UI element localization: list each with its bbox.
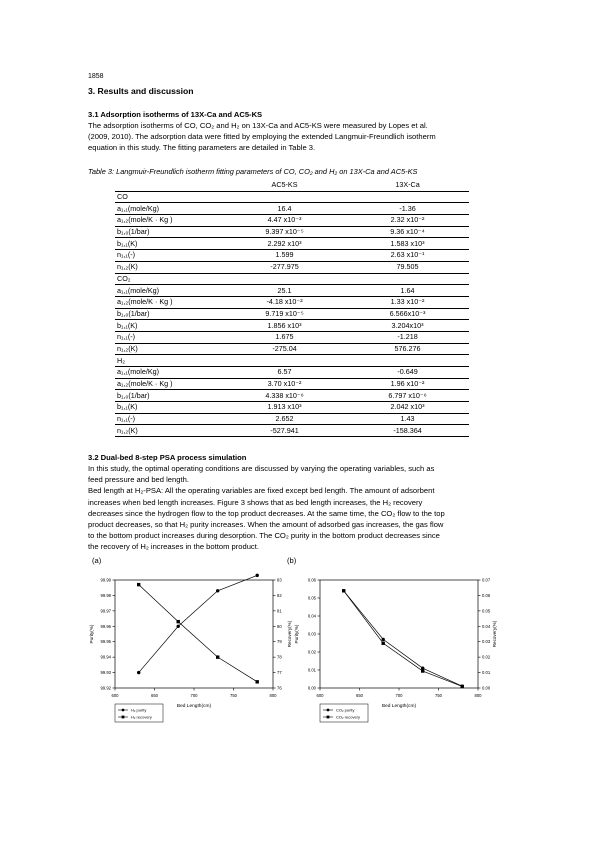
paragraph-line: product decreases, so that H₂ purity increases. When the amount of adsorbed gas increases, the gas flow	[88, 520, 444, 530]
table-cell-parameter: b₁,₀(1/bar)	[115, 226, 223, 238]
y-left-axis-label: Purity(%)	[294, 624, 299, 644]
data-point	[137, 671, 140, 674]
table-cell-13xca: -158.364	[346, 425, 469, 437]
table-row	[115, 343, 469, 355]
paragraph-line: decreases since the hydrogen flow to the top product decreases. At the same time, the CO₂ flow to the top	[88, 508, 445, 518]
table-caption: Table 3: Langmuir-Freundlich isotherm fitting parameters of CO, CO₂ and H₂ on 13X-Ca and AC5-KS	[88, 167, 418, 176]
paragraph-line: The adsorption isotherms of CO, CO₂ and H₂ on 13X-Ca and AC5-KS were measured by Lopes et al.	[88, 121, 428, 130]
data-point	[177, 625, 180, 628]
panel-label-b: (b)	[287, 556, 297, 565]
x-tick-label: 750	[435, 693, 442, 698]
y-left-tick-label: 99.96	[100, 623, 111, 629]
y-right-tick-label: 0.04	[482, 623, 491, 629]
table-row	[115, 367, 469, 379]
y-right-axis-label: Recovery(%)	[492, 620, 497, 648]
table-header-ac5ks: AC5-KS	[223, 180, 346, 191]
y-left-tick-label: 0.04	[307, 613, 316, 619]
table-cell-13xca: -1.36	[346, 203, 469, 215]
table-cell-13xca: 1.96 x10⁻²	[346, 378, 469, 390]
y-left-tick-label: 0.00	[307, 685, 316, 691]
data-point	[256, 574, 259, 577]
y-right-tick-label: 0.00	[482, 685, 491, 691]
table-row	[115, 308, 469, 320]
table-cell-13xca: 9.36 x10⁻⁴	[346, 226, 469, 238]
table-row	[115, 378, 469, 390]
y-left-tick-label: 0.06	[307, 577, 316, 583]
series-line	[344, 591, 463, 687]
y-right-tick-label: 81	[277, 608, 282, 614]
table-cell-parameter: n₁,₁(-)	[115, 413, 223, 425]
table-group-row	[115, 191, 469, 203]
paragraph-line: equation in this study. The fitting parameters are detailed in Table 3.	[88, 143, 316, 153]
series-line	[139, 585, 258, 682]
psa-paragraph	[88, 463, 512, 553]
table-cell-ac5ks: 1.675	[223, 331, 346, 343]
table-cell-parameter: n₁,₂(K)	[115, 343, 223, 355]
table-row	[115, 215, 469, 227]
y-right-tick-label: 0.05	[482, 608, 491, 614]
table-cell-ac5ks: 4.47 x10⁻³	[223, 215, 346, 227]
data-point	[382, 642, 385, 645]
y-left-tick-label: 99.99	[100, 577, 111, 583]
y-left-tick-label: 99.98	[100, 592, 111, 598]
chart-h2-purity-recovery	[85, 570, 300, 755]
legend-marker	[122, 716, 125, 719]
table-cell-parameter: a₁,₁(mole/Kg)	[115, 203, 223, 215]
table-row	[115, 250, 469, 262]
table-cell-ac5ks: 2.652	[223, 413, 346, 425]
x-tick-label: 600	[316, 693, 324, 698]
table-group-name: CO₂	[115, 273, 223, 285]
x-tick-label: 600	[111, 693, 119, 698]
data-point	[216, 655, 219, 658]
table-row	[115, 425, 469, 437]
table-row	[115, 320, 469, 332]
table-group-name: H₂	[115, 355, 223, 367]
table-cell-ac5ks: 2.292 x10³	[223, 238, 346, 250]
table-cell-13xca: 1.64	[346, 285, 469, 297]
isotherms-paragraph	[88, 120, 512, 154]
table-cell-13xca: 6.797 x10⁻⁶	[346, 390, 469, 402]
table-row	[115, 285, 469, 297]
y-left-tick-label: 0.02	[307, 649, 316, 655]
panel-label-a: (a)	[92, 556, 102, 565]
table-cell-13xca: 79.505	[346, 261, 469, 273]
data-point	[342, 589, 345, 592]
paragraph-line: feed pressure and bed length.	[88, 475, 189, 485]
y-left-tick-label: 0.05	[307, 595, 316, 601]
y-right-tick-label: 82	[277, 592, 282, 598]
table-cell-ac5ks: -527.941	[223, 425, 346, 437]
y-right-axis-label: Recovery(%)	[287, 620, 292, 648]
table-cell-13xca: 1.33 x10⁻²	[346, 296, 469, 308]
paragraph-line: Bed length at H₂-PSA: All the operating variables are fixed except bed length. The amount of adsorbent	[88, 486, 435, 496]
y-left-tick-label: 99.94	[100, 654, 111, 660]
y-right-tick-label: 0.01	[482, 670, 491, 676]
y-right-tick-label: 0.06	[482, 592, 491, 598]
table-cell-13xca: 2.042 x10³	[346, 402, 469, 414]
y-left-tick-label: 0.01	[307, 667, 316, 673]
table-cell-parameter: a₁,₁(mole/Kg)	[115, 367, 223, 379]
table-group-name: CO	[115, 191, 223, 203]
y-right-tick-label: 78	[277, 654, 282, 660]
legend-label: H₂ recovery	[131, 714, 152, 720]
table-cell-ac5ks: -4.18 x10⁻²	[223, 296, 346, 308]
table-row	[115, 203, 469, 215]
y-left-tick-label: 0.03	[307, 631, 316, 637]
table-cell-ac5ks: 1.856 x10³	[223, 320, 346, 332]
table-cell-ac5ks: 1.599	[223, 250, 346, 262]
table-group-row	[115, 355, 469, 367]
x-tick-label: 750	[230, 693, 237, 698]
table-row	[115, 261, 469, 273]
plot-frame	[320, 580, 478, 688]
series-line	[139, 575, 258, 672]
table-cell-13xca: -0.649	[346, 367, 469, 379]
table-cell-13xca: 2.32 x10⁻²	[346, 215, 469, 227]
table-cell-parameter: a₁,₂(mole/K · Kg )	[115, 215, 223, 227]
table-group-row	[115, 273, 469, 285]
table-row	[115, 402, 469, 414]
table-header-13xca: 13X-Ca	[346, 180, 469, 191]
table-cell-13xca: 6.566x10⁻³	[346, 308, 469, 320]
y-right-tick-label: 0.03	[482, 639, 491, 645]
y-left-tick-label: 99.97	[100, 608, 111, 614]
x-axis-label: Bed Length(cm)	[176, 704, 212, 709]
table-cell-13xca: 1.583 x10³	[346, 238, 469, 250]
chart-co2-purity-recovery	[290, 570, 505, 755]
table-cell-parameter: b₁,₁(K)	[115, 238, 223, 250]
x-tick-label: 800	[269, 693, 277, 698]
data-point	[461, 685, 464, 688]
x-tick-label: 700	[190, 693, 198, 698]
data-point	[382, 638, 385, 641]
table-cell-parameter: n₁,₂(K)	[115, 261, 223, 273]
table-cell-13xca: 1.43	[346, 413, 469, 425]
table-row	[115, 390, 469, 402]
table-row	[115, 226, 469, 238]
table-cell-ac5ks: 25.1	[223, 285, 346, 297]
data-point	[256, 680, 259, 683]
x-axis-label: Bed Length(cm)	[381, 704, 417, 709]
table-cell-13xca: 2.63 x10⁻¹	[346, 250, 469, 262]
table-row	[115, 413, 469, 425]
table-cell-ac5ks: 6.57	[223, 367, 346, 379]
y-right-tick-label: 0.02	[482, 654, 491, 660]
table-cell-ac5ks: 9.397 x10⁻⁵	[223, 226, 346, 238]
x-tick-label: 700	[395, 693, 403, 698]
y-right-tick-label: 76	[277, 685, 282, 691]
table-cell-13xca: 3.204x10³	[346, 320, 469, 332]
x-tick-label: 800	[474, 693, 482, 698]
table-header-blank	[115, 180, 223, 191]
paragraph-line: In this study, the optimal operating conditions are discussed by varying the operating variables, such as	[88, 464, 435, 473]
table-row	[115, 238, 469, 250]
legend-label: CO₂ purity	[336, 707, 355, 713]
paragraph-line: increases when bed length increases. Figure 3 shows that as bed length increases, the H₂ recovery	[88, 497, 423, 507]
legend-marker	[327, 716, 330, 719]
data-point	[216, 589, 219, 592]
y-right-tick-label: 83	[277, 577, 282, 583]
table-cell-parameter: a₁,₁(mole/Kg)	[115, 285, 223, 297]
table-cell-parameter: a₁,₂(mole/K · Kg )	[115, 296, 223, 308]
paragraph-line: the recovery of H₂ increases in the bottom product.	[88, 542, 259, 552]
table-cell-parameter: n₁,₁(-)	[115, 250, 223, 262]
paragraph-line: (2009, 2010). The adsorption data were fitted by employing the extended Langmuir-Freundlich isotherm	[88, 132, 436, 142]
table-cell-parameter: n₁,₂(K)	[115, 425, 223, 437]
table-cell-13xca: -1.218	[346, 331, 469, 343]
table-cell-ac5ks: 4.338 x10⁻⁶	[223, 390, 346, 402]
table-cell-ac5ks: -275.04	[223, 343, 346, 355]
table-cell-parameter: b₁,₀(1/bar)	[115, 390, 223, 402]
table-cell-parameter: n₁,₁(-)	[115, 331, 223, 343]
x-tick-label: 650	[151, 693, 158, 698]
y-right-tick-label: 79	[277, 639, 282, 645]
table-cell-parameter: b₁,₁(K)	[115, 320, 223, 332]
series-line	[344, 591, 463, 686]
table-cell-ac5ks: 3.70 x10⁻²	[223, 378, 346, 390]
table-cell-ac5ks: 16.4	[223, 203, 346, 215]
table-cell-parameter: b₁,₁(K)	[115, 402, 223, 414]
table-cell-ac5ks: 1.913 x10³	[223, 402, 346, 414]
table-cell-13xca: 576.276	[346, 343, 469, 355]
y-left-tick-label: 99.92	[100, 685, 111, 691]
table-cell-parameter: a₁,₂(mole/K · Kg )	[115, 378, 223, 390]
page-number: 1858	[88, 73, 104, 80]
legend-label: CO₂ recovery	[336, 714, 361, 720]
y-right-tick-label: 77	[277, 670, 282, 676]
table-cell-ac5ks: 9.719 x10⁻⁵	[223, 308, 346, 320]
subsection-title-isotherms: 3.1 Adsorption isotherms of 13X-Ca and AC5-KS	[88, 110, 263, 119]
y-left-tick-label: 99.95	[100, 639, 111, 645]
legend-label: H₂ purity	[131, 707, 147, 713]
section-title: 3. Results and discussion	[88, 86, 194, 96]
table-cell-ac5ks: -277.975	[223, 261, 346, 273]
subsection-title-psa: 3.2 Dual-bed 8-step PSA process simulation	[88, 453, 247, 462]
parameter-table	[115, 180, 469, 437]
data-point	[137, 583, 140, 586]
x-tick-label: 650	[356, 693, 363, 698]
paragraph-line: to the bottom product increases during desorption. The CO₂ purity in the bottom product decreases since	[88, 531, 440, 541]
y-right-tick-label: 0.07	[482, 577, 491, 583]
data-point	[421, 669, 424, 672]
y-left-tick-label: 99.93	[100, 670, 111, 676]
table-row	[115, 296, 469, 308]
table-cell-parameter: b₁,₀(1/bar)	[115, 308, 223, 320]
y-right-tick-label: 80	[277, 623, 282, 629]
legend-marker	[327, 709, 330, 712]
legend-marker	[122, 709, 125, 712]
data-point	[177, 620, 180, 623]
y-left-axis-label: Purity(%)	[89, 624, 94, 644]
table-row	[115, 331, 469, 343]
